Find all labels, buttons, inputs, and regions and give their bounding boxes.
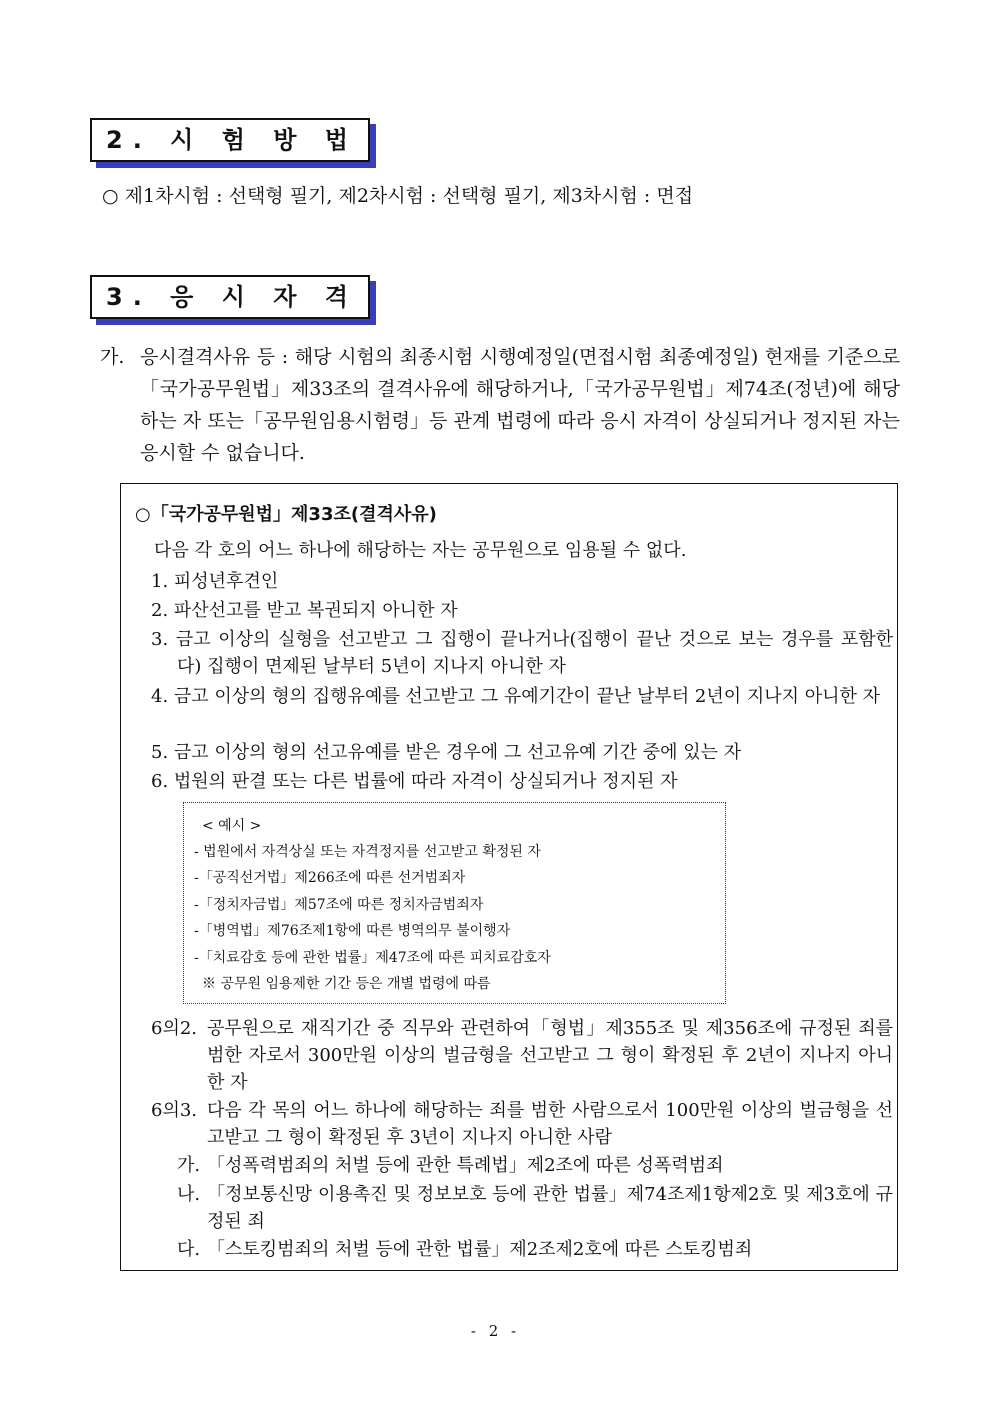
box-intro: 다음 각 호의 어느 하나에 해당하는 자는 공무원으로 임용될 수 없다.: [154, 540, 687, 561]
example-line: -「정치자금법」제57조에 따른 정치자금범죄자: [194, 897, 484, 913]
example-line: -「병역법」제76조제1항에 따른 병역의무 불이행자: [194, 923, 511, 939]
item-6-3-text: 다음 각 목의 어느 하나에 해당하는 죄를 범한 사람으로서 100만원 이상의 벌금형을 선고받고 그 형이 확정된 후 3년이 지나지 아니한 사람: [207, 1100, 893, 1148]
subitem-text: 「스토킹범죄의 처벌 등에 관한 법률」제2조제2호에 따른 스토킹범죄: [207, 1239, 753, 1260]
example-line: ※ 공무원 임용제한 기간 등은 개별 법령에 따름: [202, 976, 491, 992]
page-number: - 2 -: [470, 1322, 521, 1340]
list-item: 3. 금고 이상의 실형을 선고받고 그 집행이 끝나거나(집행이 끝난 것으로 보는 경우를 포함한다) 집행이 면제된 날부터 5년이 지나지 아니한 자: [151, 629, 893, 677]
subitem-number: 다.: [177, 1239, 201, 1260]
example-line: - 법원에서 자격상실 또는 자격정지를 선고받고 확정된 자: [194, 844, 541, 860]
exam-method-line: ○ 제1차시험 : 선택형 필기, 제2차시험 : 선택형 필기, 제3차시험 : 면접: [102, 185, 694, 207]
example-title: < 예시 >: [202, 818, 262, 834]
section-2-heading: 2. 시 험 방 법: [90, 118, 370, 162]
list-item: 2. 파산선고를 받고 복권되지 아니한 자: [151, 600, 458, 621]
disqualification-box: [120, 483, 898, 1271]
para-prefix: 가.: [100, 346, 125, 368]
subitem-text: 「성폭력범죄의 처벌 등에 관한 특례법」제2조에 따른 성폭력범죄: [207, 1155, 724, 1176]
section-3-heading: 3. 응 시 자 격: [90, 275, 370, 319]
box-title: ○「국가공무원법」제33조(결격사유): [135, 504, 437, 525]
subitem-text: 「정보통신망 이용촉진 및 정보보호 등에 관한 법률」제74조제1항제2호 및 제3호에 규정된 죄: [207, 1184, 893, 1232]
list-item: 4. 금고 이상의 형의 집행유예를 선고받고 그 유예기간이 끝난 날부터 2년이 지나지 아니한 자: [151, 686, 880, 707]
subitem-number: 가.: [177, 1155, 201, 1176]
example-line: -「공직선거법」제266조에 따른 선거범죄자: [194, 870, 466, 886]
item-6-2-number: 6의2.: [151, 1018, 198, 1039]
list-item: 1. 피성년후견인: [151, 571, 279, 592]
list-item: 5. 금고 이상의 형의 선고유예를 받은 경우에 그 선고유예 기간 중에 있는 자: [151, 742, 742, 763]
subitem-number: 나.: [177, 1184, 201, 1205]
item-6-3-number: 6의3.: [151, 1100, 198, 1121]
eligibility-paragraph: 응시결격사유 등 : 해당 시험의 최종시험 시행예정일(면접시험 최종예정일) 현재를 기준으로「국가공무원법」제33조의 결격사유에 해당하거나,「국가공무원법」제74조(정년)에 해당하는 자 또는「공무원임용시험령」등 관계 법령에 따라 응시 자격이 상실되거나 정지된 자는 응시할 수 없습니다.: [140, 346, 900, 464]
example-box: [183, 802, 726, 1004]
item-6-2-text: 공무원으로 재직기간 중 직무와 관련하여「형법」제355조 및 제356조에 규정된 죄를 범한 자로서 300만원 이상의 벌금형을 선고받고 그 형이 확정된 후 2년이 지나지 아니한 자: [207, 1018, 893, 1093]
example-line: -「치료감호 등에 관한 법률」제47조에 따른 피치료감호자: [194, 950, 551, 966]
list-item: 6. 법원의 판결 또는 다른 법률에 따라 자격이 상실되거나 정지된 자: [151, 771, 678, 792]
